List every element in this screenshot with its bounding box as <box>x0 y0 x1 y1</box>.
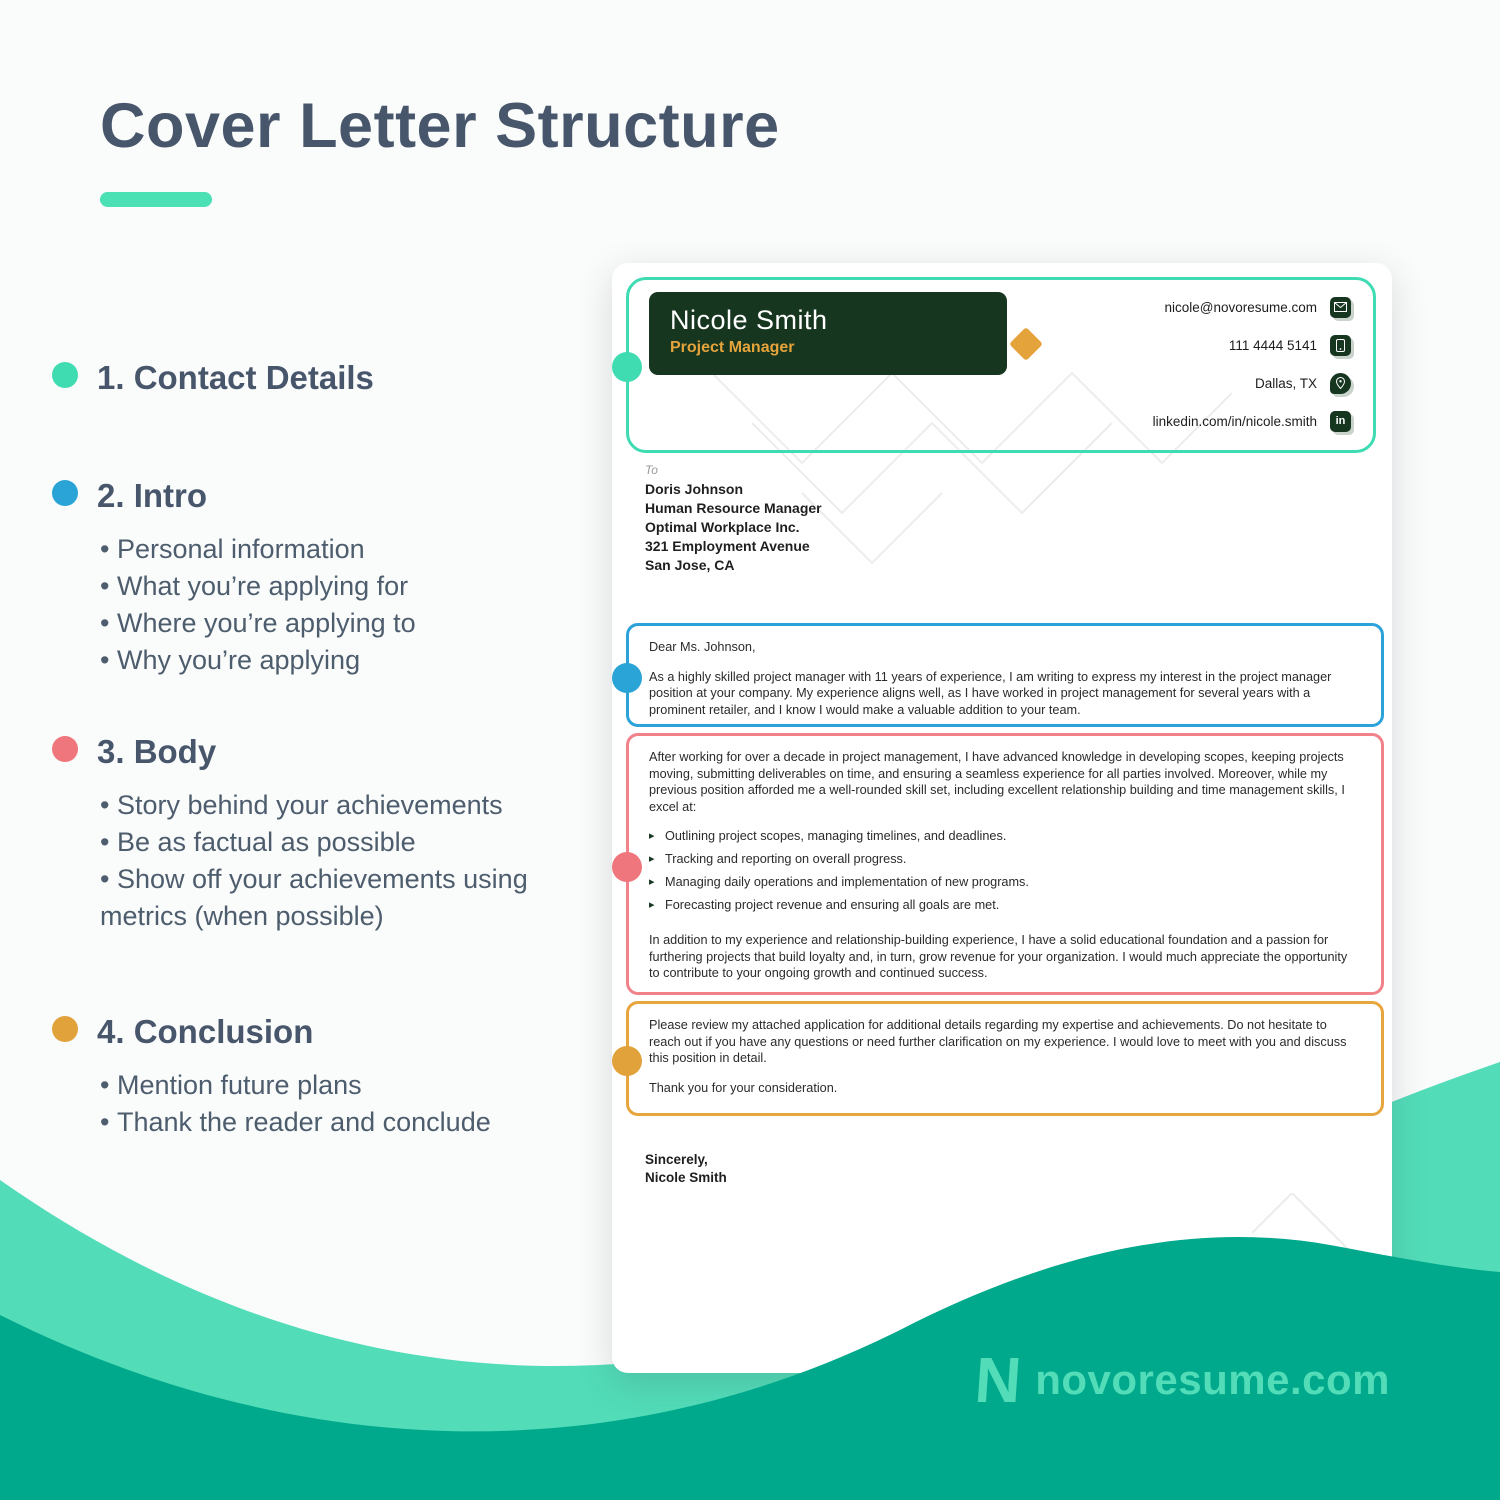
body-paragraph-2: In addition to my experience and relationship-building experience, I have a solid educational foundation and a passion for furthering projects that build loyalty and, in turn, grow revenue for your organization. I would much appreciate the opportunity to contribute to your ongoing growth and continued success. <box>649 933 1348 980</box>
conclusion-thanks: Thank you for your consideration. <box>649 1080 838 1095</box>
list-item: • What you’re applying for <box>100 568 416 605</box>
outline-heading: 1. Contact Details <box>97 359 374 396</box>
recipient-address: 321 Employment Avenue <box>645 538 810 554</box>
phone-value: 111 4444 5141 <box>1228 337 1317 353</box>
list-item: • Show off your achievements using metrics (when possible) <box>100 861 600 935</box>
salutation: Dear Ms. Johnson, <box>649 640 756 654</box>
to-label: To <box>645 463 658 477</box>
list-item: • Why you’re applying <box>100 642 416 679</box>
brand-domain-text: novoresume.com <box>1035 1356 1390 1403</box>
recipient-title: Human Resource Manager <box>645 500 822 516</box>
linkedin-icon: in <box>1330 411 1351 432</box>
list-item: • Personal information <box>100 531 416 568</box>
location-value: Dallas, TX <box>1254 375 1317 391</box>
list-item: • Thank the reader and conclude <box>100 1104 491 1141</box>
applicant-name: Nicole Smith <box>670 305 828 335</box>
list-item: • Story behind your achievements <box>100 787 600 824</box>
email-value: nicole@novoresume.com <box>1164 299 1317 315</box>
brand-logo <box>972 1344 1390 1416</box>
list-item: • Mention future plans <box>100 1067 491 1104</box>
recipient-company: Optimal Workplace Inc. <box>645 519 800 535</box>
list-item: • Where you’re applying to <box>100 605 416 642</box>
recipient-name: Doris Johnson <box>645 481 744 497</box>
novoresume-logo-icon: N <box>972 1344 1024 1416</box>
list-item: ▸ Outlining project scopes, managing timelines, and deadlines. <box>649 828 1361 844</box>
outline-heading: 4. Conclusion <box>97 1013 314 1050</box>
page-title: Cover Letter Structure <box>100 91 780 161</box>
list-item: ▸ Forecasting project revenue and ensuring all goals are met. <box>649 897 1361 913</box>
outline-heading: 2. Intro <box>97 477 208 514</box>
applicant-job-title: Project Manager <box>670 339 795 356</box>
signoff-closing: Sincerely, <box>645 1152 708 1167</box>
linkedin-value: linkedin.com/in/nicole.smith <box>1152 413 1317 429</box>
list-item: • Be as factual as possible <box>100 824 600 861</box>
list-item: ▸ Managing daily operations and implementation of new programs. <box>649 874 1361 890</box>
list-item: ▸ Tracking and reporting on overall progress. <box>649 851 1361 867</box>
recipient-city: San Jose, CA <box>645 557 735 573</box>
conclusion-paragraph: Please review my attached application for additional details regarding my expertise and achievements. Do not hesitate to reach out if you have any questions or need further clarification on my experience. I would love to meet with you and discuss this position in detail. <box>649 1018 1347 1065</box>
signoff-name: Nicole Smith <box>645 1170 727 1185</box>
outline-heading: 3. Body <box>97 733 217 770</box>
intro-paragraph: As a highly skilled project manager with 11 years of experience, I am writing to express my interest in the project manager position at your company. My experience aligns well, as I have worked in project management for several years with a prominent retailer, and I know I would make a valuable addition to your team. <box>649 669 1332 717</box>
body-paragraph-1: After working for over a decade in project management, I have advanced knowledge in developing scopes, keeping projects moving, submitting deliverables on time, and ensuring a seamless experience for all parties involved. Moreover, while my previous position afforded me a well-rounded skill set, including excellent relationship building and time management skills, I excel at: <box>649 750 1345 814</box>
